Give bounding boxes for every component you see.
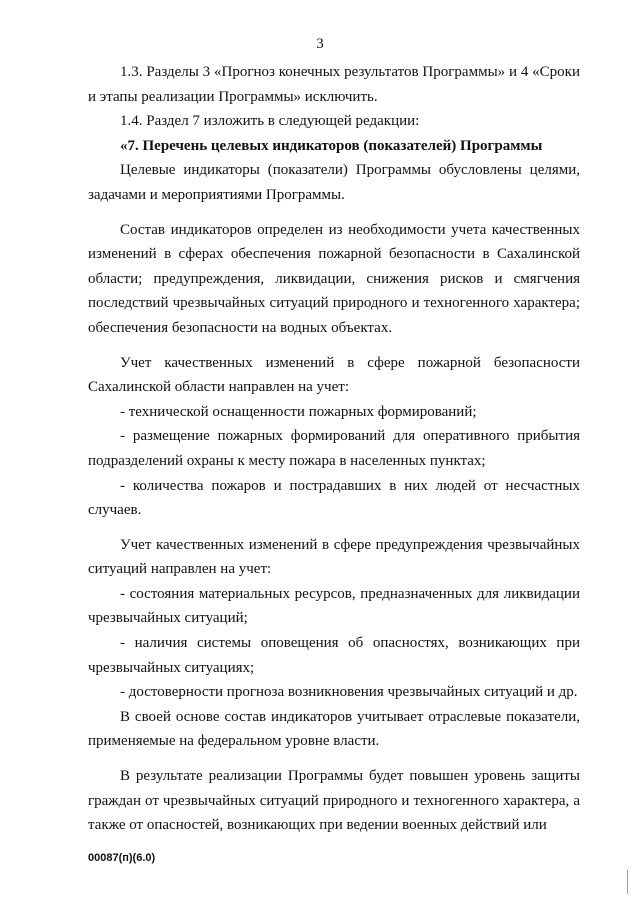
list-item-2: - размещение пожарных формирований для оперативного прибытия подразделений охраны к месту пожара в населенных пунктах; [88,428,580,469]
paragraph-2: 1.4. Раздел 7 изложить в следующей редакции: [120,113,420,130]
paragraph-4: Состав индикаторов определен из необходимости учета качественных изменений в сферах обеспечения пожарной безопасности в Сахалинской области; предупреждения, ликвидации, снижения рисков и смягчения последствий чрезвычайных ситуаций природного и техногенного характера; обеспечения безопасности на водных объектах. [88,221,580,336]
list-item-4: - состояния материальных ресурсов, предназначенных для ликвидации чрезвычайных ситуаций; [88,585,580,627]
list-item-1: - технической оснащенности пожарных формирований; [120,403,477,420]
list-item-5: - наличия системы оповещения об опасностях, возникающих при чрезвычайных ситуациях; [88,635,580,676]
paragraph-6: Учет качественных изменений в сфере предупреждения чрезвычайных ситуаций направлен на учет: [88,536,580,578]
scan-edge-mark [627,870,628,894]
list-item-3: - количества пожаров и пострадавших в них людей от несчастных случаев. [88,477,580,519]
paragraph-1: 1.3. Разделы 3 «Прогноз конечных результатов Программы» и 4 «Сроки и этапы реализации Программы» исключить. [88,64,580,105]
paragraph-3: Целевые индикаторы (показатели) Программы обусловлены целями, задачами и мероприятиями Программы. [88,162,580,203]
paragraph-5: Учет качественных изменений в сфере пожарной безопасности Сахалинской области направлен на учет: [88,354,580,396]
page-number: 3 [316,36,324,52]
list-item-6: - достоверности прогноза возникновения чрезвычайных ситуаций и др. [120,684,578,701]
paragraph-7: В своей основе состав индикаторов учитывает отраслевые показатели, применяемые на федеральном уровне власти. [88,708,580,750]
paragraph-8: В результате реализации Программы будет повышен уровень защиты граждан от чрезвычайных ситуаций природного и техногенного характера, а также от опасностей, возникающих при ведении военных действий или [88,768,580,834]
section-heading: «7. Перечень целевых индикаторов (показателей) Программы [120,137,543,154]
document-code: 00087(п)(6.0) [88,852,156,864]
document-body [88,60,580,838]
